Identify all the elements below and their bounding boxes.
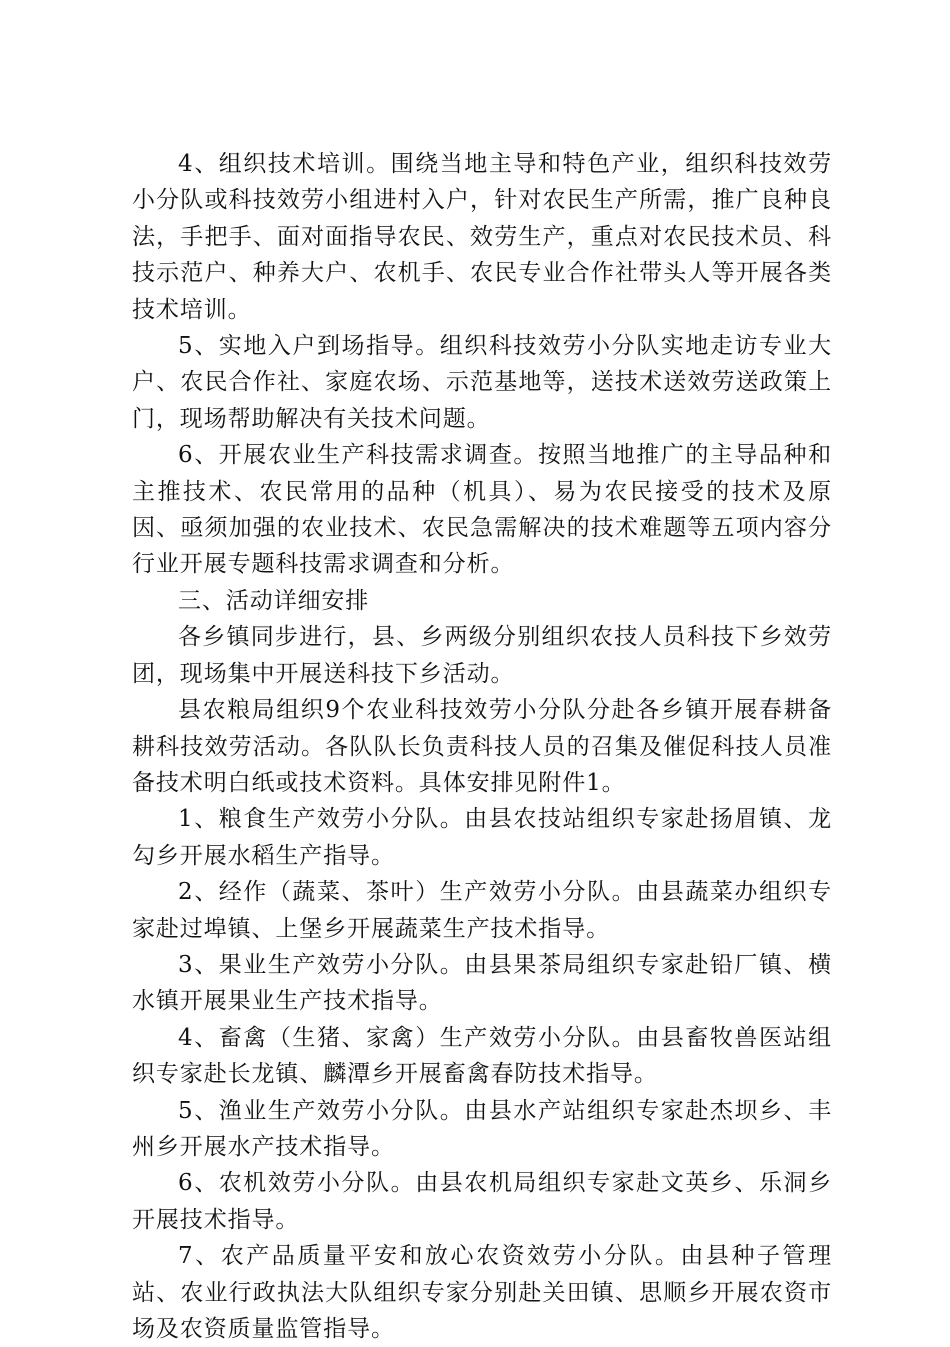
paragraph-townships: 各乡镇同步进行，县、乡两级分别组织农技人员科技下乡效劳团，现场集中开展送科技下乡活动。	[132, 624, 832, 687]
document-body	[132, 146, 832, 1347]
paragraph-bureau-teams: 县农粮局组织9个农业科技效劳小分队分赴各乡镇开展春耕备耕科技效劳活动。各队队长负责科技人员的召集及催促科技人员准备技术明白纸或技术资料。具体安排见附件1。	[132, 697, 832, 796]
paragraph-team-quality: 7、农产品质量平安和放心农资效劳小分队。由县种子管理站、农业行政执法大队组织专家分别赴关田镇、思顺乡开展农资市场及农资质量监管指导。	[132, 1243, 832, 1342]
paragraph-team-machinery: 6、农机效劳小分队。由县农机局组织专家赴文英乡、乐洞乡开展技术指导。	[132, 1170, 832, 1233]
paragraph-team-fishery: 5、渔业生产效劳小分队。由县水产站组织专家赴杰坝乡、丰州乡开展水产技术指导。	[132, 1097, 832, 1160]
paragraph-team-grain: 1、粮食生产效劳小分队。由县农技站组织专家赴扬眉镇、龙勾乡开展水稻生产指导。	[132, 806, 832, 869]
paragraph-team-livestock: 4、畜禽（生猪、家禽）生产效劳小分队。由县畜牧兽医站组织专家赴长龙镇、麟潭乡开展畜禽春防技术指导。	[132, 1024, 832, 1088]
paragraph-team-cash-crops: 2、经作（蔬菜、茶叶）生产效劳小分队。由县蔬菜办组织专家赴过埠镇、上堡乡开展蔬菜生产技术指导。	[132, 879, 832, 942]
paragraph-field-guidance: 5、实地入户到场指导。组织科技效劳小分队实地走访专业大户、农民合作社、家庭农场、示范基地等，送技术送效劳送政策上门，现场帮助解决有关技术问题。	[132, 333, 832, 432]
section-heading-activity-arrangement: 三、活动详细安排	[178, 587, 370, 614]
paragraph-demand-survey: 6、开展农业生产科技需求调查。按照当地推广的主导品种和主推技术、农民常用的品种（机具）、易为农民接受的技术及原因、亟须加强的农业技术、农民急需解决的技术难题等五项内容分行业开展专题科技需求调查和分析。	[132, 442, 832, 578]
paragraph-training: 4、组织技术培训。围绕当地主导和特色产业，组织科技效劳小分队或科技效劳小组进村入户，针对农民生产所需，推广良种良法，手把手、面对面指导农民、效劳生产，重点对农民技术员、科技示范户、种养大户、农机手、农民专业合作社带头人等开展各类技术培训。	[132, 151, 832, 323]
paragraph-team-fruit: 3、果业生产效劳小分队。由县果茶局组织专家赴铅厂镇、横水镇开展果业生产技术指导。	[132, 951, 832, 1015]
